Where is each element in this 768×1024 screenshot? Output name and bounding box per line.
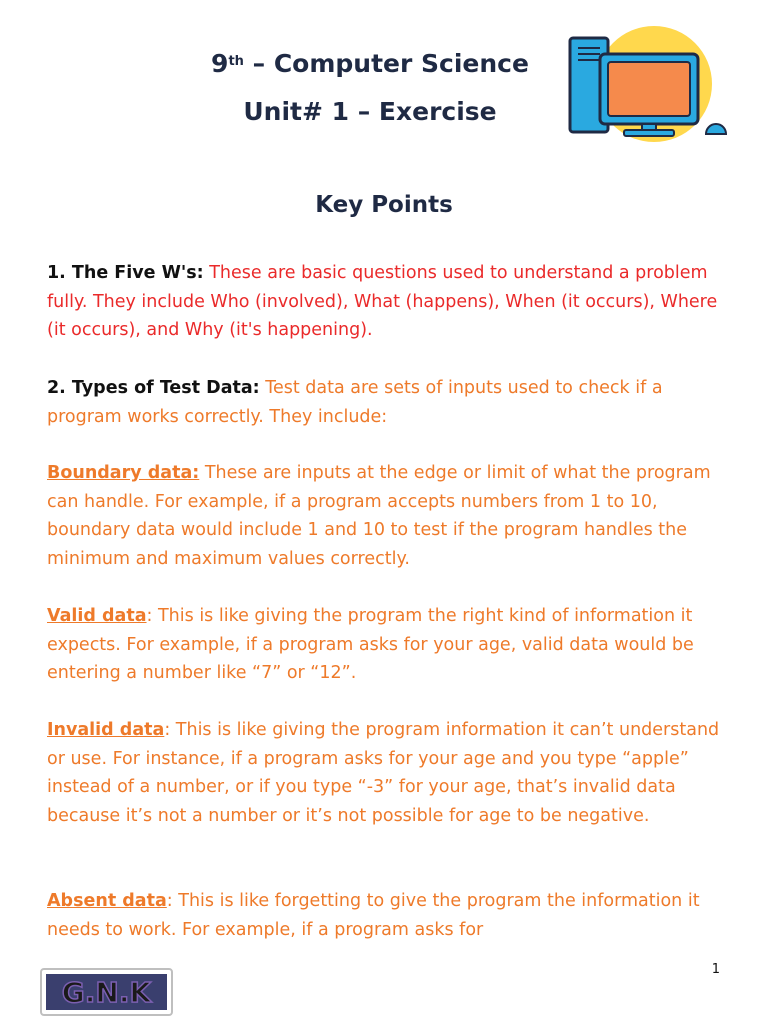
boundary-data-label: Boundary data: — [47, 463, 200, 483]
page-number: 1 — [711, 962, 720, 977]
invalid-data-label: Invalid data — [47, 720, 165, 740]
invalid-data-paragraph — [47, 716, 727, 830]
title-unit: Unit# 1 – Exercise — [243, 97, 497, 126]
valid-data-paragraph — [47, 602, 727, 688]
desktop-computer-icon — [560, 26, 736, 150]
title-grade: 9 — [211, 49, 229, 78]
five-ws-label: 1. The Five W's: — [47, 263, 204, 283]
valid-data-text: : This is like giving the program the right kind of information it expects. For example, if a program asks for your age, valid data would be entering a number like “7” or “12”. — [47, 606, 694, 683]
boundary-data-text: These are inputs at the edge or limit of what the program can handle. For example, if a program accepts numbers from 1 to 10, boundary data would include 1 and 10 to test if the program handles the minimum and maximum values correctly. — [47, 463, 711, 569]
test-data-label: 2. Types of Test Data: — [47, 378, 260, 398]
absent-data-text: : This is like forgetting to give the program the information it needs to work. For example, if a program asks for — [47, 891, 700, 940]
five-ws-paragraph — [47, 259, 727, 345]
key-points-heading: Key Points — [315, 192, 453, 218]
logo-text: G.N.K — [61, 976, 152, 1009]
test-data-text: Test data are sets of inputs used to check if a program works correctly. They include: — [47, 378, 663, 427]
valid-data-label: Valid data — [47, 606, 147, 626]
boundary-data-paragraph — [47, 459, 727, 573]
title-subject-line — [200, 46, 540, 82]
five-ws-text: These are basic questions used to understand a problem fully. They include Who (involved), What (happens), When (it occurs), Where (it occurs), and Why (it's happening). — [47, 263, 718, 340]
gnk-logo — [40, 968, 173, 1016]
absent-data-paragraph — [47, 887, 727, 944]
absent-data-label: Absent data — [47, 891, 167, 911]
title-subject: – Computer Science — [243, 49, 529, 78]
invalid-data-text: : This is like giving the program information it can’t understand or use. For instance, if a program asks for your age and you type “apple” instead of a number, or if you type “-3” for your age, that’s invalid data because it’s not a number or it’s not possible for age to be negative. — [47, 720, 720, 826]
page-title — [200, 40, 540, 130]
test-data-paragraph — [47, 374, 727, 431]
title-grade-suffix: th — [228, 54, 244, 69]
